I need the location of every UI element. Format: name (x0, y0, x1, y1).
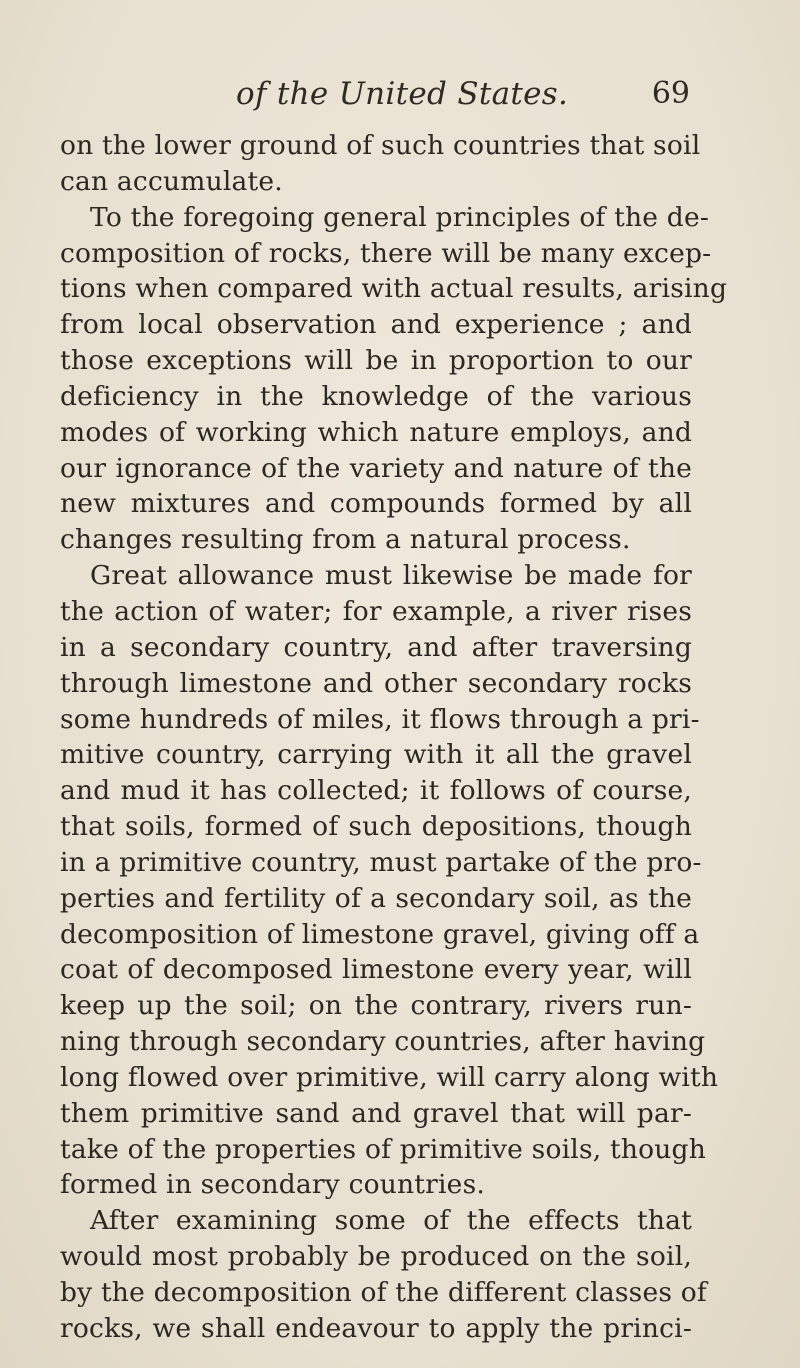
body-text (60, 128, 728, 1347)
text-line: mitive country, carrying with it all the gravel (60, 739, 692, 771)
text-line: After examining some of the effects that (90, 1205, 692, 1237)
text-line: those exceptions will be in proportion to our (60, 345, 692, 377)
text-line: modes of working which nature employs, and (60, 416, 692, 448)
text-line: by the decomposition of the different classes of (60, 1277, 707, 1308)
text-line: our ignorance of the variety and nature of the (60, 452, 692, 484)
text-line: long flowed over primitive, will carry along with (60, 1061, 719, 1093)
text-line: Great allowance must likewise be made for (90, 560, 692, 592)
running-head (236, 72, 696, 122)
text-line: in a secondary country, and after traversing (60, 631, 692, 663)
text-line: on the lower ground of such countries that soil (60, 130, 701, 161)
text-line: would most probably be produced on the soil, (60, 1241, 692, 1273)
text-line: coat of decomposed limestone every year, will (60, 954, 692, 986)
text-line: tions when compared with actual results, arising (60, 273, 728, 305)
text-line: keep up the soil; on the contrary, rivers run- (60, 990, 692, 1022)
text-line: changes resulting from a natural process. (60, 524, 631, 556)
text-line: and mud it has collected; it follows of course, (60, 775, 692, 807)
text-line: new mixtures and compounds formed by all (60, 488, 692, 520)
text-line: take of the properties of primitive soils, though (60, 1133, 706, 1165)
text-line: rocks, we shall endeavour to apply the princi- (60, 1312, 692, 1344)
text-line: decomposition of limestone gravel, giving off a (60, 918, 700, 950)
text-line: in a primitive country, must partake of the pro- (60, 846, 702, 878)
text-line: from local observation and experience ; and (60, 309, 692, 341)
text-line: perties and fertility of a secondary soil, as the (60, 882, 692, 914)
text-line: them primitive sand and gravel that will par- (60, 1097, 692, 1129)
text-line: composition of rocks, there will be many excep- (60, 237, 712, 269)
text-line: through limestone and other secondary rocks (60, 667, 692, 699)
text-line: the action of water; for example, a river rises (60, 595, 692, 627)
page-number: 69 (651, 76, 690, 111)
running-title: of the United States. (236, 76, 569, 112)
text-line: formed in secondary countries. (60, 1169, 485, 1201)
text-line: some hundreds of miles, it flows through a pri- (60, 703, 700, 735)
text-line: ning through secondary countries, after having (60, 1026, 706, 1058)
text-line: can accumulate. (60, 165, 283, 197)
text-line: To the foregoing general principles of the de- (90, 201, 709, 233)
text-line: deficiency in the knowledge of the various (60, 380, 692, 412)
text-line: that soils, formed of such depositions, though (60, 811, 692, 843)
